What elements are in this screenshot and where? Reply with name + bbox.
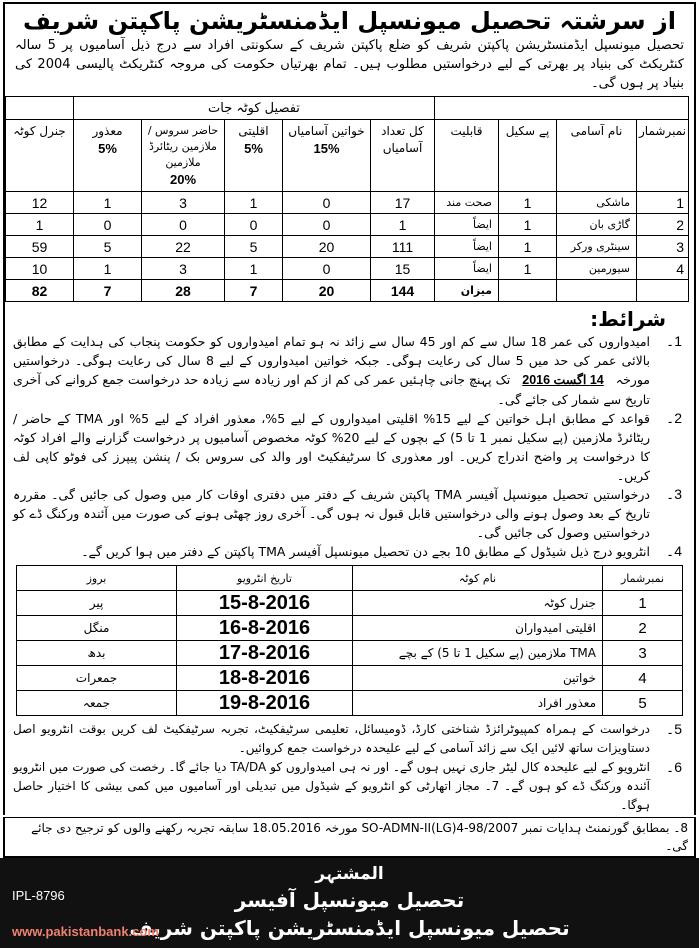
cell-disabled: 1 [74,192,142,214]
table-row [6,258,689,280]
schedule-day: جمعہ [17,691,177,716]
cell-minority: 1 [225,192,283,214]
condition-item: 1۔ امیدواروں کی عمر 18 سال سے کم اور 45 سال سے زائد نہ ہو تمام امیدواروں کو حکومت پنجاب کی ہدایت کے مطابق بالائی عمر کی حد میں 5 سال کی رعایت ہوگی۔ جبکہ خواتین امیدواروں کے لیے 8 سال کی رعایت ہوگی۔ درخواستیں مورخہ 14 اگست 2016 تک پہنچ جانی چاہئیں عمر کی کم از کم اور زیادہ سے زیادہ حد درخواست جمع کروانے کی آخری تاریخ سے شمار کی جائے گی۔ [12,333,682,407]
cell-serving: 22 [142,236,225,258]
header-qualification: قابلیت [435,120,499,192]
schedule-serial: 3 [603,641,683,666]
cell-qualification: ایضاً [435,236,499,258]
cell-post: سینٹری ورکر [557,236,637,258]
cell-general: 1 [6,214,74,236]
ipl-code: IPL-8796 [12,888,65,903]
header-post: نام آسامی [557,120,637,192]
cell-qualification: ایضاً [435,258,499,280]
schedule-date: 17-8-2016 [177,641,353,666]
quota-header-row [6,120,689,192]
schedule-date: 15-8-2016 [177,591,353,616]
cell-minority: 0 [225,214,283,236]
cell-minority: 5 [225,236,283,258]
cell-post: گاڑی بان [557,214,637,236]
cell-minority: 1 [225,258,283,280]
office-name: تحصیل میونسپل آفیسر [234,888,465,912]
cell-disabled: 5 [74,236,142,258]
ad-title: از سرشتہ تحصیل میونسپل ایڈمنسٹریشن پاکپتن شریف [23,7,676,35]
conditions-heading: شرائط: [590,307,666,331]
cell-women: 0 [283,258,371,280]
conditions-section [13,306,686,561]
schedule-row [17,616,683,641]
organization-name: تحصیل میونسپل ایڈمنسٹریشن پاکپتن شریف [129,916,570,940]
schedule-quota: خواتین [353,666,603,691]
cell-disabled: 1 [74,258,142,280]
cell-total: 111 [371,236,435,258]
cell-serial: 3 [637,236,689,258]
ad-page [0,2,699,948]
header-total: کل تعداد آسامیاں [371,120,435,192]
quota-table [5,96,689,302]
ad-border [3,2,696,815]
header-scale: پے سکیل [499,120,557,192]
schedule-serial: 5 [603,691,683,716]
condition-item: 2۔ قواعد کے مطابق اہل خواتین کے لیے 15% اقلیتی امیدواروں کے لیے 5%، معذور افراد کے لیے 5% اور TMA کے حاضر / ریٹائرڈ ملازمین (پے سکیل نمبر 1 تا 5) کے بچوں کے لیے 20% کوٹہ مخصوص آسامیوں پر درخواست گزارنے والے افراد کوٹہ کا درخواست پر واضح اندراج کریں۔ اور معذوری کا سرٹیفکیٹ اور والد کی سروس بک / پنشن پیپرز کی فوٹو کاپی لف کریں۔ [13,410,682,483]
cell-total: 17 [371,192,435,214]
cell-qualification: صحت مند [435,192,499,214]
cell-general: 10 [6,258,74,280]
more-conditions [13,720,686,815]
cell-women: 20 [283,236,371,258]
header-general: جنرل کوٹہ [6,120,74,192]
cell-women: 0 [283,214,371,236]
schedule-row [17,666,683,691]
cell-qualification: ایضاً [435,214,499,236]
cell-scale: 1 [499,192,557,214]
advertiser-label: المشتہر [315,864,384,884]
cell-post: ماشکی [557,192,637,214]
schedule-quota: TMA ملازمین (پے سکیل 1 تا 5) کے بچے [353,641,603,666]
schedule-day: پیر [17,591,177,616]
schedule-header-row: نمبرشمار نام کوٹہ تاریخ انٹرویو بروز [17,566,683,591]
cell-total: 1 [371,214,435,236]
header-minority: اقلیتی 5% [225,120,283,192]
schedule-day: جمعرات [17,666,177,691]
cell-serial: 2 [637,214,689,236]
table-row [6,214,689,236]
cell-general: 12 [6,192,74,214]
table-row [6,192,689,214]
deadline-date: 14 اگست 2016 [522,373,604,387]
cell-serving: 3 [142,258,225,280]
totals-row: میزان 144 20 7 28 7 82 [6,280,689,302]
cell-women: 0 [283,192,371,214]
cell-serial: 1 [637,192,689,214]
condition-item: 4۔ انٹرویو درج ذیل شیڈول کے مطابق 10 بجے دن تحصیل میونسپل آفیسر TMA پاکپتن کے دفتر میں ہوا کریں گے۔ [81,543,682,559]
schedule-day: بدھ [17,641,177,666]
schedule-date: 16-8-2016 [177,616,353,641]
cell-total: 15 [371,258,435,280]
condition-item: 5۔ درخواست کے ہمراہ کمپیوٹرائزڈ شناختی کارڈ، ڈومیسائل، تعلیمی سرٹیفکیٹ، تجربہ سرٹیفکیٹ لف کریں بوقت انٹرویو اصل دستاویزات ساتھ لائیں ایک سے زائد آسامی کے لیے علیحدہ درخواست جمع کروائیں۔ [13,721,682,755]
cell-scale: 1 [499,236,557,258]
condition-item: 6۔ انٹرویو کے لیے علیحدہ کال لیٹر جاری نہیں ہوں گے۔ اور نہ ہی امیدواروں کو TA/DA دیا جائے گا۔ رخصت کی صورت میں انٹرویو آئندہ ورکنگ ڈے کو ہوں گے۔ 7۔ مجاز اتھارٹی کو انٹرویو کے شیڈول میں تبدیلی اور آسامیوں میں کمی بیشی کا اختیار حاصل ہوگا۔ [13,759,682,812]
schedule-date: 19-8-2016 [177,691,353,716]
cell-disabled: 0 [74,214,142,236]
quota-band-label: تفصیل کوٹہ جات [74,97,435,120]
header-women: خواتین آسامیاں 15% [283,120,371,192]
schedule-row [17,691,683,716]
footer-banner [0,858,699,948]
cell-scale: 1 [499,214,557,236]
cell-general: 59 [6,236,74,258]
cell-serving: 3 [142,192,225,214]
schedule-serial: 2 [603,616,683,641]
schedule-quota: اقلیتی امیدواران [353,616,603,641]
schedule-quota: جنرل کوٹہ [353,591,603,616]
totals-label: میزان [435,280,499,302]
schedule-date: 18-8-2016 [177,666,353,691]
schedule-row [17,641,683,666]
cell-post: سیورمین [557,258,637,280]
header-serving: حاضر سروس / ملازمین ریٹائرڈ ملازمین 20% [142,120,225,192]
condition-item: 3۔ درخواستیں تحصیل میونسپل آفیسر TMA پاکپتن شریف کے دفتر میں دفتری اوقات کار میں وصول کی جائیں گی۔ مقررہ تاریخ کے بعد وصول ہونے والی درخواستیں قابل قبول نہ ہوں گی۔ آخری روز چھٹی ہونے کی صورت میں آئندہ ورکنگ ڈے کو درخواستیں وصول کی جائیں گی۔ [13,486,682,540]
cell-serving: 0 [142,214,225,236]
cell-serial: 4 [637,258,689,280]
schedule-serial: 4 [603,666,683,691]
schedule-quota: معذور افراد [353,691,603,716]
schedule-row [17,591,683,616]
intro-paragraph: تحصیل میونسپل ایڈمنسٹریشن پاکپتن شریف کو ضلع پاکپتن شریف کے سکونتی افراد سے درج ذیل آسامیوں پر 5 سالہ کنٹریکٹ کی بنیاد پر بھرتی کے لیے درخواستیں مطلوب ہیں۔ تمام بھرتیاں حکومت کی مروجہ کنٹریکٹ پالیسی 2004 کی بنیاد پر ہوں گی۔ [15,38,684,91]
schedule-serial: 1 [603,591,683,616]
table-row [6,236,689,258]
cell-scale: 1 [499,258,557,280]
schedule-day: منگل [17,616,177,641]
condition-item-8: 8۔ بمطابق گورنمنٹ ہدایات نمبر SO-ADMN-II(LG)4-98/2007 مورخہ 18.05.2016 سابقہ تجربہ رکھنے والوں کو ترجیح دی جائے گی۔ [3,817,696,858]
watermark: www.pakistanbank.com [12,924,159,939]
interview-schedule-table [16,565,683,716]
header-serial: نمبرشمار [637,120,689,192]
header-disabled: معذور 5% [74,120,142,192]
